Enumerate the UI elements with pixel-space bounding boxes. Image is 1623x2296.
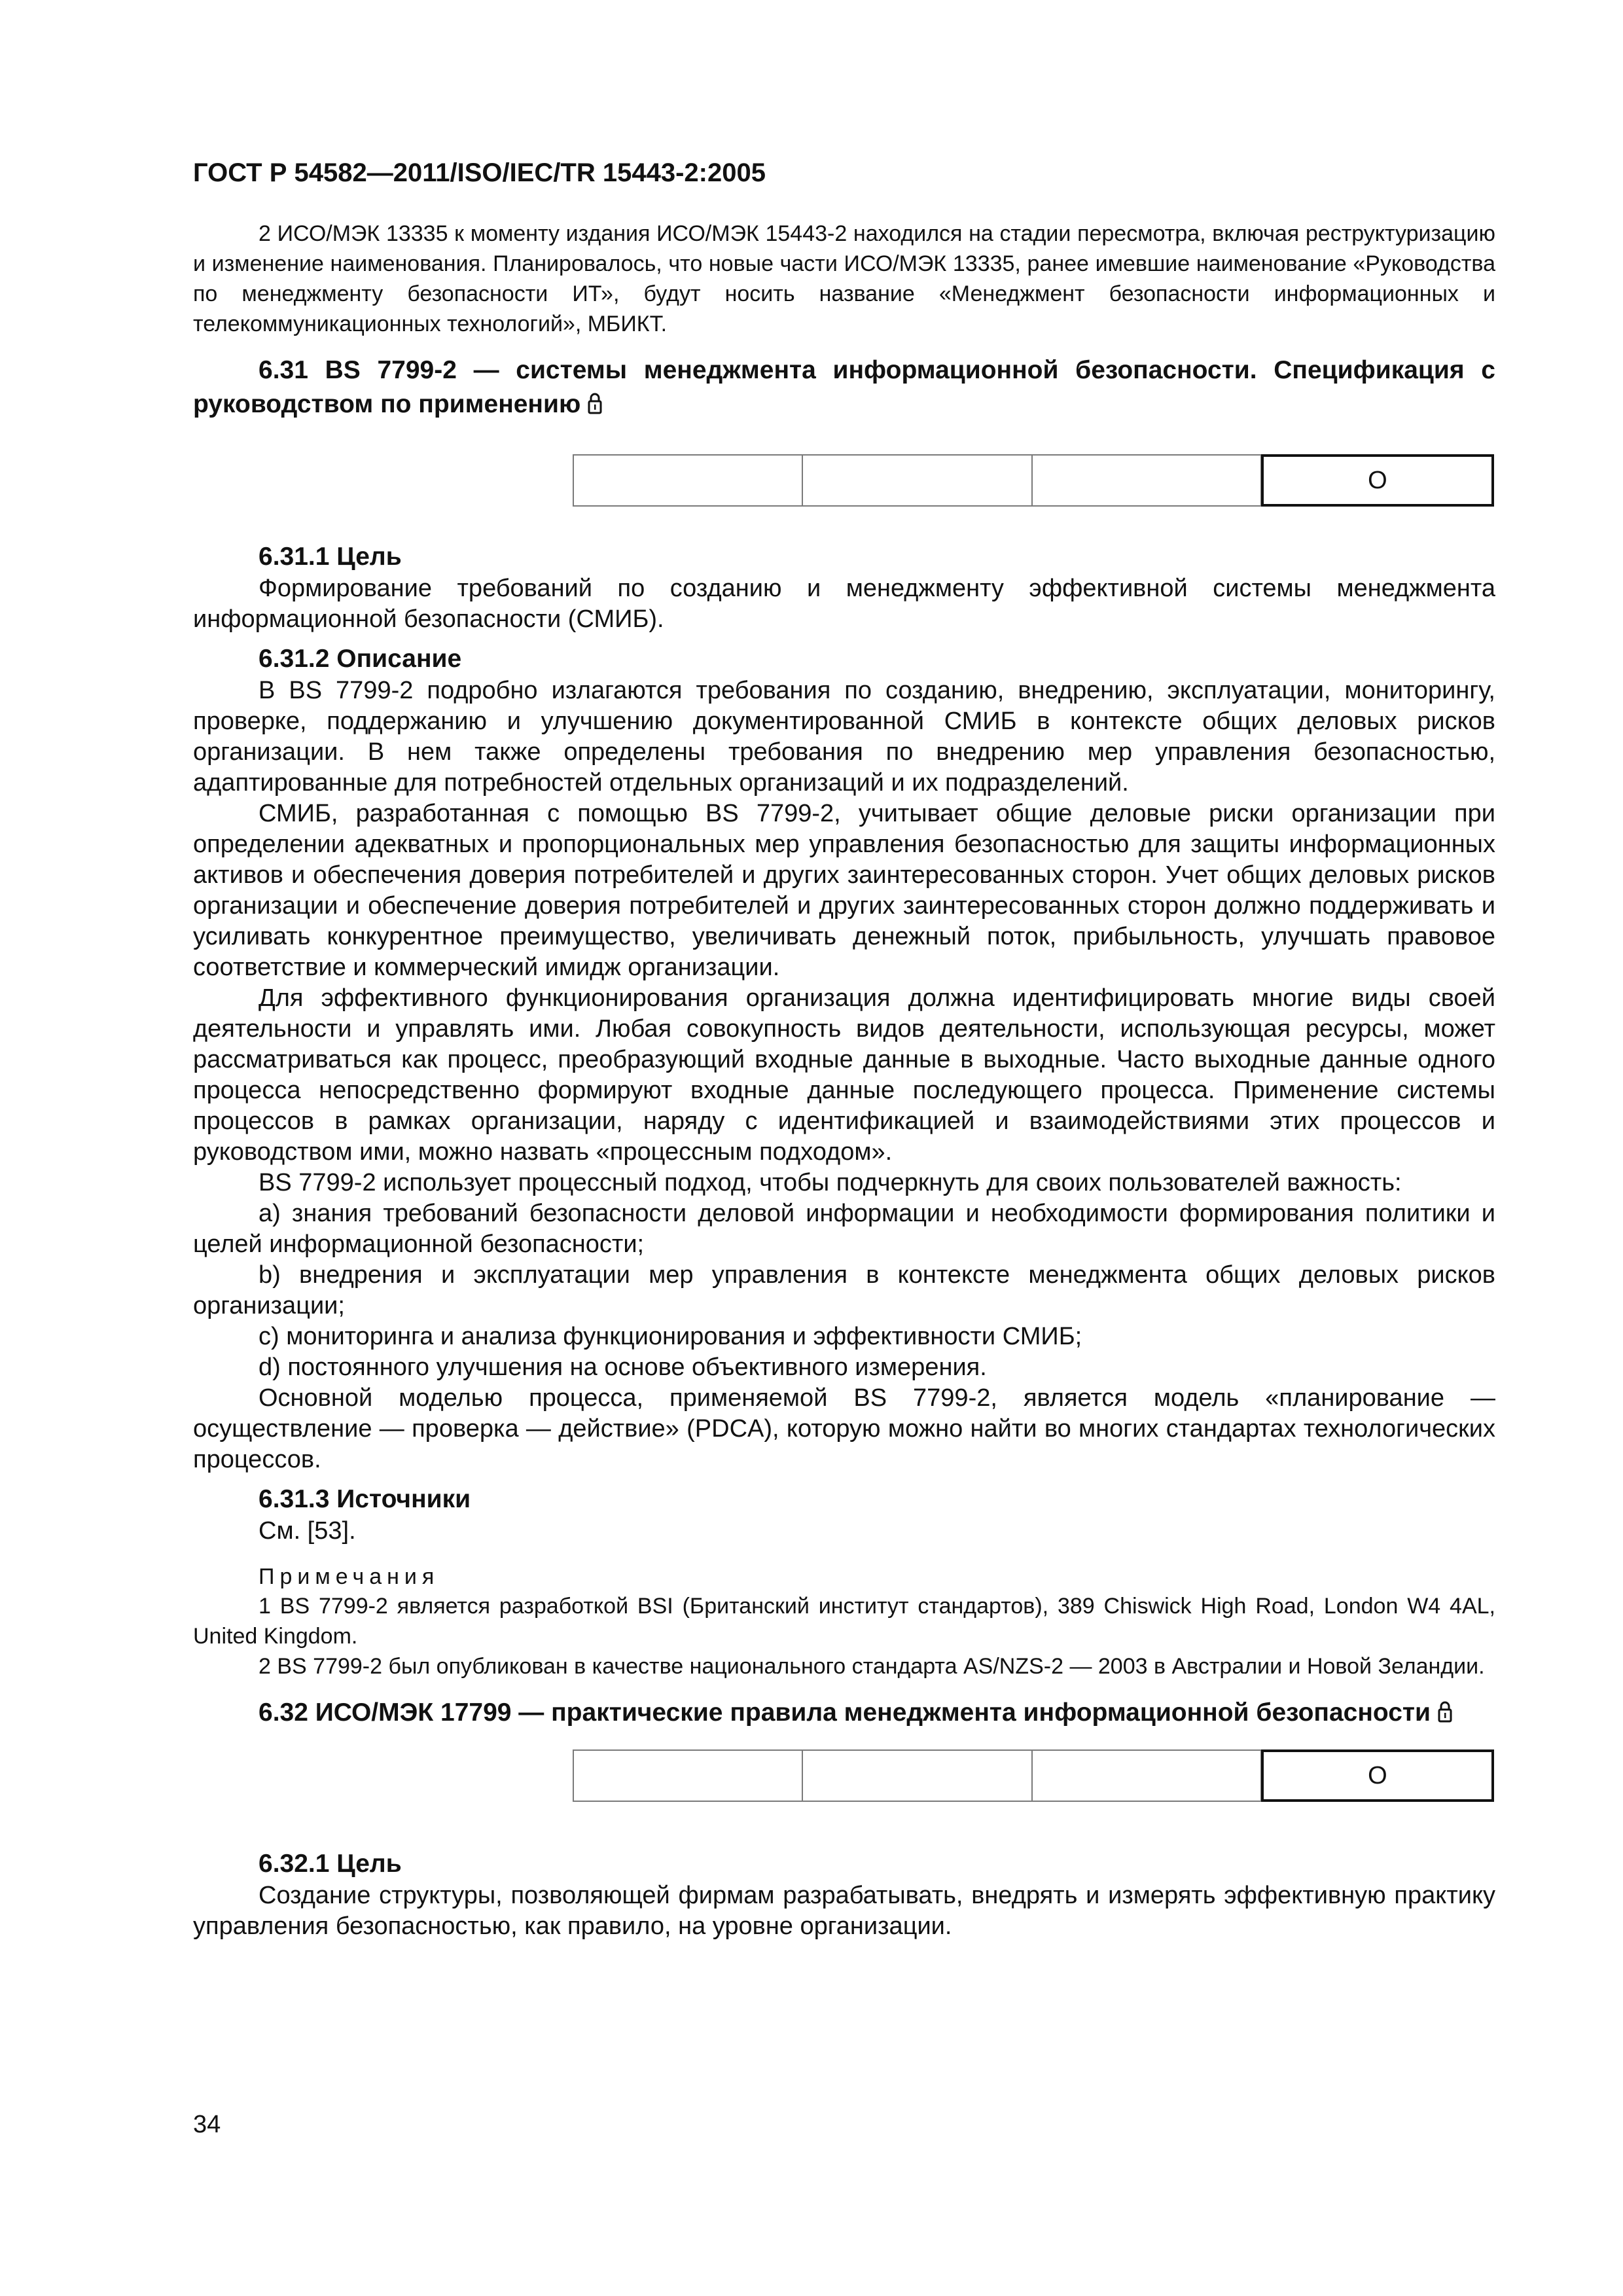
subsection-6-31-3-title: 6.31.3 Источники [259, 1485, 471, 1513]
section-6-31-title [193, 353, 1495, 422]
paragraph: В BS 7799-2 подробно излагаются требования по созданию, внедрению, эксплуатации, мониторингу, проверке, поддержанию и улучшению документированной СМИБ в контексте общих деловых рисков организации. В нем также определены требования по внедрению мер управления безопасностью, адаптированные для потребностей отдельных организаций и их подразделений. [193, 677, 1495, 797]
applicability-box-2 [802, 454, 1031, 507]
applicability-boxes-6-31 [573, 454, 1494, 507]
subsection-6-31-1-title: 6.31.1 Цель [259, 543, 402, 571]
intro-note: 2 ИСО/МЭК 13335 к моменту издания ИСО/МЭК 15443-2 находился на стадии пересмотра, включая реструктуризацию и изменение наименования. Планировалось, что новые части ИСО/МЭК 13335, ранее имевшие наименование «Руководства по менеджменту безопасности ИТ», будут носить название «Менеджмент безопасности информационных и телекоммуникационных технологий», МБИКТ. [193, 221, 1495, 336]
applicability-box-1 [573, 454, 802, 507]
paragraph: СМИБ, разработанная с помощью BS 7799-2, учитывает общие деловые риски организации при определении адекватных и пропорциональных мер управления безопасностью для защиты информационных активов и обеспечения доверия потребителей и других заинтересованных сторон. Учет общих деловых рисков организации и обеспечение доверия потребителей и других заинтересованных сторон должно поддерживать и усиливать конкурентное преимущество, увеличивать денежный поток, прибыльность, улучшать правовое соответствие и коммерческий имидж организации. [193, 800, 1495, 981]
list-item: a) знания требований безопасности деловой информации и необходимости формирования политики и целей информационной безопасности; [193, 1200, 1495, 1258]
note-item: 1 BS 7799-2 является разработкой BSI (Британский институт стандартов), 389 Chiswick High Road, London W4 4AL, United Kingdom. [193, 1594, 1495, 1649]
section-6-32-title-text: 6.32 ИСО/МЭК 17799 — практические правила менеджмента информационной безопасности [259, 1698, 1431, 1727]
subsection-6-31-2-title: 6.31.2 Описание [259, 645, 462, 673]
list-item: c) мониторинга и анализа функционирования и эффективности СМИБ; [259, 1323, 1082, 1350]
section-6-31-title-text: 6.31 BS 7799-2 — системы менеджмента информационной безопасности. Спецификация с руководством по применению [193, 356, 1495, 418]
lock-icon [587, 391, 603, 415]
applicability-box-4: О [1261, 454, 1494, 507]
applicability-box-2 [802, 1749, 1031, 1802]
paragraph: Для эффективного функционирования организация должна идентифицировать многие виды своей деятельности и управлять ими. Любая совокупность видов деятельности, использующая ресурсы, может рассматриваться как процесс, преобразующий входные данные в выходные. Часто выходные данные одного процесса непосредственно формируют входные данные последующего процесса. Применение системы процессов в рамках организации, наряду с идентификацией и взаимодействиями этих процессов и руководством ими, можно назвать «процессным подходом». [193, 984, 1495, 1166]
note-item: 2 BS 7799-2 был опубликован в качестве национального стандарта AS/NZS-2 — 2003 в Австралии и Новой Зеландии. [259, 1654, 1485, 1679]
subsection-6-31-1-text: Формирование требований по созданию и менеджменту эффективной системы менеджмента информационной безопасности (СМИБ). [193, 575, 1495, 633]
applicability-boxes-6-32 [573, 1749, 1494, 1802]
applicability-box-3 [1032, 454, 1261, 507]
list-item: d) постоянного улучшения на основе объективного измерения. [259, 1354, 987, 1381]
subsection-6-32-1-text: Создание структуры, позволяющей фирмам разрабатывать, внедрять и измерять эффективную практику управления безопасностью, как правило, на уровне организации. [193, 1882, 1495, 1940]
notes-title: Примечания [259, 1564, 440, 1589]
applicability-box-3 [1032, 1749, 1261, 1802]
section-6-32-title [193, 1696, 1495, 1730]
paragraph: BS 7799-2 использует процессный подход, чтобы подчеркнуть для своих пользователей важность: [259, 1169, 1402, 1196]
page-number: 34 [193, 2111, 221, 2138]
applicability-box-1 [573, 1749, 802, 1802]
document-page [193, 157, 1495, 1942]
document-header: ГОСТ Р 54582—2011/ISO/IEC/TR 15443-2:2005 [193, 158, 766, 187]
lock-icon [1437, 1700, 1453, 1723]
paragraph: Основной моделью процесса, применяемой BS 7799-2, является модель «планирование — осуществление — проверка — действие» (PDCA), которую можно найти во многих стандартах технологических процессов. [193, 1384, 1495, 1473]
list-item: b) внедрения и эксплуатации мер управления в контексте менеджмента общих деловых рисков организации; [193, 1261, 1495, 1319]
subsection-6-31-3-text: См. [53]. [259, 1517, 356, 1545]
subsection-6-32-1-title: 6.32.1 Цель [259, 1850, 402, 1878]
applicability-box-4: О [1261, 1749, 1494, 1802]
